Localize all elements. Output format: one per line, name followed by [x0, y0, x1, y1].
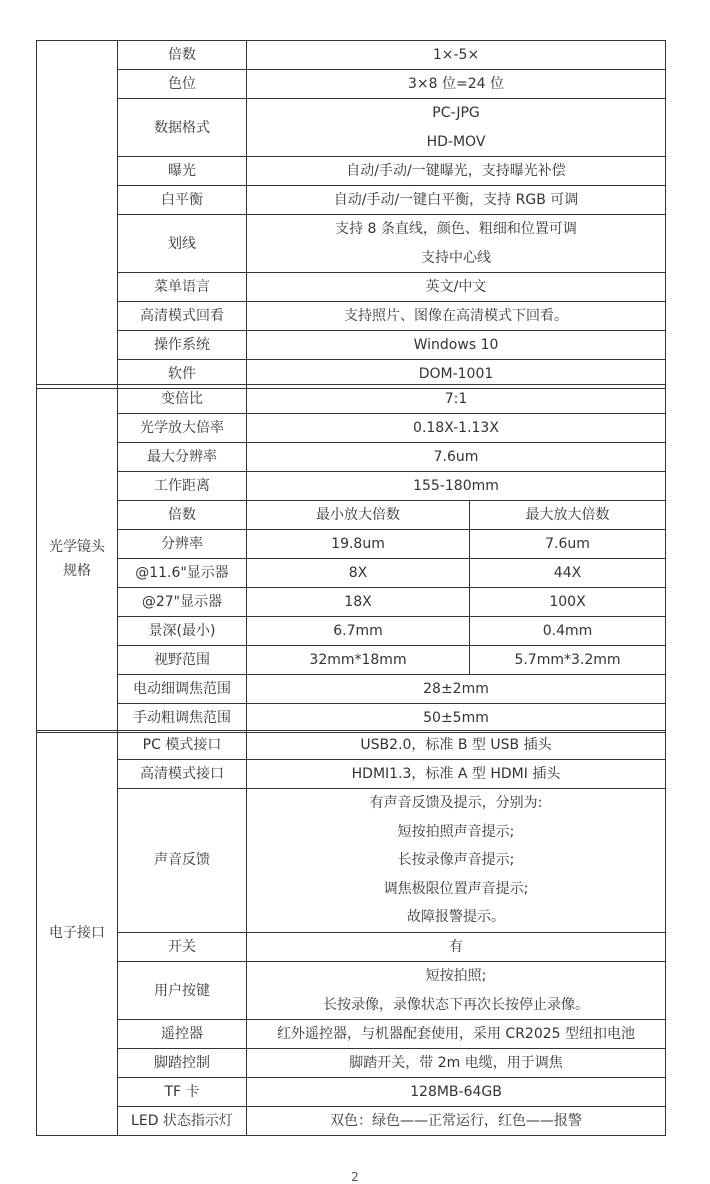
table-row — [37, 961, 666, 1019]
row-value: 脚踏开关，带 2m 电缆，用于调焦 — [247, 1049, 666, 1078]
row-value: USB2.0，标准 B 型 USB 插头 — [247, 731, 666, 760]
value-line: PC-JPG — [432, 105, 480, 121]
value-line: 长按录像，录像状态下再次长按停止录像。 — [323, 996, 589, 1013]
table-row — [37, 157, 666, 186]
value-line: 支持中心线 — [421, 249, 491, 266]
section-optics-line: 光学镜头 — [49, 538, 105, 555]
row-value: 红外遥控器，与机器配套使用，采用 CR2025 型纽扣电池 — [247, 1020, 666, 1049]
row-value: 0.18X-1.13X — [247, 414, 666, 443]
row-value — [247, 215, 666, 273]
row-label: 最大分辨率 — [118, 443, 247, 472]
table-row — [37, 385, 666, 414]
max-value: 7.6um — [470, 530, 666, 559]
row-label: 光学放大倍率 — [118, 414, 247, 443]
row-label: 软件 — [118, 360, 247, 389]
table-row — [37, 731, 666, 760]
value-line: 长按录像声音提示; — [397, 852, 515, 869]
section-electronics: 电子接口 — [37, 731, 118, 1136]
row-value: Windows 10 — [247, 331, 666, 360]
row-value — [247, 961, 666, 1019]
row-label: 色位 — [118, 70, 247, 99]
row-value: 155-180mm — [247, 472, 666, 501]
table-row — [37, 331, 666, 360]
table-row — [37, 675, 666, 704]
row-value — [247, 99, 666, 157]
row-value: 1×-5× — [247, 41, 666, 70]
min-value: 19.8um — [247, 530, 470, 559]
table-row — [37, 530, 666, 559]
table-row — [37, 41, 666, 70]
row-value: 自动/手动/一键白平衡，支持 RGB 可调 — [247, 186, 666, 215]
row-value: 双色：绿色——正常运行，红色——报警 — [247, 1107, 666, 1136]
max-value: 100X — [470, 588, 666, 617]
row-label: 遥控器 — [118, 1020, 247, 1049]
row-label: @27"显示器 — [118, 588, 247, 617]
table-row — [37, 472, 666, 501]
table-row — [37, 273, 666, 302]
table-row — [37, 617, 666, 646]
table-row — [37, 1020, 666, 1049]
table-row — [37, 1107, 666, 1136]
spec-table-electronics — [36, 730, 666, 1136]
row-label: 菜单语言 — [118, 273, 247, 302]
table-row — [37, 932, 666, 961]
table-row — [37, 588, 666, 617]
row-label: 用户按键 — [118, 961, 247, 1019]
row-value: 28±2mm — [247, 675, 666, 704]
max-column-header: 最大放大倍数 — [470, 501, 666, 530]
min-column-header: 最小放大倍数 — [247, 501, 470, 530]
row-label: PC 模式接口 — [118, 731, 247, 760]
table-row — [37, 443, 666, 472]
table-row — [37, 1078, 666, 1107]
row-value: 英文/中文 — [247, 273, 666, 302]
row-label: 电动细调焦范围 — [118, 675, 247, 704]
row-label: 声音反馈 — [118, 789, 247, 933]
table-row — [37, 215, 666, 273]
max-value: 44X — [470, 559, 666, 588]
spec-table — [36, 40, 666, 389]
row-label: 操作系统 — [118, 331, 247, 360]
table-row — [37, 559, 666, 588]
table-row — [37, 99, 666, 157]
row-label: 脚踏控制 — [118, 1049, 247, 1078]
row-value: DOM-1001 — [247, 360, 666, 389]
row-label: 工作距离 — [118, 472, 247, 501]
value-line: HD-MOV — [426, 133, 486, 150]
row-label: 手动粗调焦范围 — [118, 704, 247, 733]
spec-table-optics — [36, 384, 666, 733]
row-value: 7:1 — [247, 385, 666, 414]
row-value: 自动/手动/一键曝光，支持曝光补偿 — [247, 157, 666, 186]
row-label: @11.6"显示器 — [118, 559, 247, 588]
row-label: 分辨率 — [118, 530, 247, 559]
min-value: 18X — [247, 588, 470, 617]
row-label: 白平衡 — [118, 186, 247, 215]
min-value: 6.7mm — [247, 617, 470, 646]
row-value: 128MB-64GB — [247, 1078, 666, 1107]
row-label: LED 状态指示灯 — [118, 1107, 247, 1136]
table-row — [37, 789, 666, 933]
row-label: 倍数 — [118, 501, 247, 530]
value-line: 支持 8 条直线，颜色、粗细和位置可调 — [335, 221, 577, 238]
max-value: 5.7mm*3.2mm — [470, 646, 666, 675]
value-line: 短按拍照; — [425, 967, 487, 984]
row-value: 支持照片、图像在高清模式下回看。 — [247, 302, 666, 331]
row-value: 7.6um — [247, 443, 666, 472]
row-label: 变倍比 — [118, 385, 247, 414]
row-value — [247, 789, 666, 933]
row-value: 50±5mm — [247, 704, 666, 733]
min-value: 8X — [247, 559, 470, 588]
table-row — [37, 70, 666, 99]
table-row — [37, 501, 666, 530]
row-label: TF 卡 — [118, 1078, 247, 1107]
row-label: 数据格式 — [118, 99, 247, 157]
row-label: 视野范围 — [118, 646, 247, 675]
value-line: 有声音反馈及提示，分别为: — [369, 795, 543, 811]
section-optics — [37, 385, 118, 733]
table-row — [37, 704, 666, 733]
table-row — [37, 186, 666, 215]
section-optics-line: 规格 — [63, 562, 91, 579]
page-number: 2 — [351, 1170, 359, 1184]
max-value: 0.4mm — [470, 617, 666, 646]
value-line: 短按拍照声音提示; — [397, 823, 515, 840]
row-label: 高清模式接口 — [118, 760, 247, 789]
table-row — [37, 414, 666, 443]
row-label: 倍数 — [118, 41, 247, 70]
row-value: 有 — [247, 932, 666, 961]
min-value: 32mm*18mm — [247, 646, 470, 675]
row-label: 高清模式回看 — [118, 302, 247, 331]
table-row — [37, 760, 666, 789]
table-row — [37, 646, 666, 675]
row-label: 划线 — [118, 215, 247, 273]
row-value: 3×8 位=24 位 — [247, 70, 666, 99]
section-general — [37, 41, 118, 389]
value-line: 故障报警提示。 — [407, 909, 505, 926]
table-row — [37, 1049, 666, 1078]
table-row — [37, 302, 666, 331]
row-label: 开关 — [118, 932, 247, 961]
row-label: 曝光 — [118, 157, 247, 186]
row-value: HDMI1.3，标准 A 型 HDMI 插头 — [247, 760, 666, 789]
value-line: 调焦极限位置声音提示; — [383, 880, 529, 897]
row-label: 景深(最小) — [118, 617, 247, 646]
